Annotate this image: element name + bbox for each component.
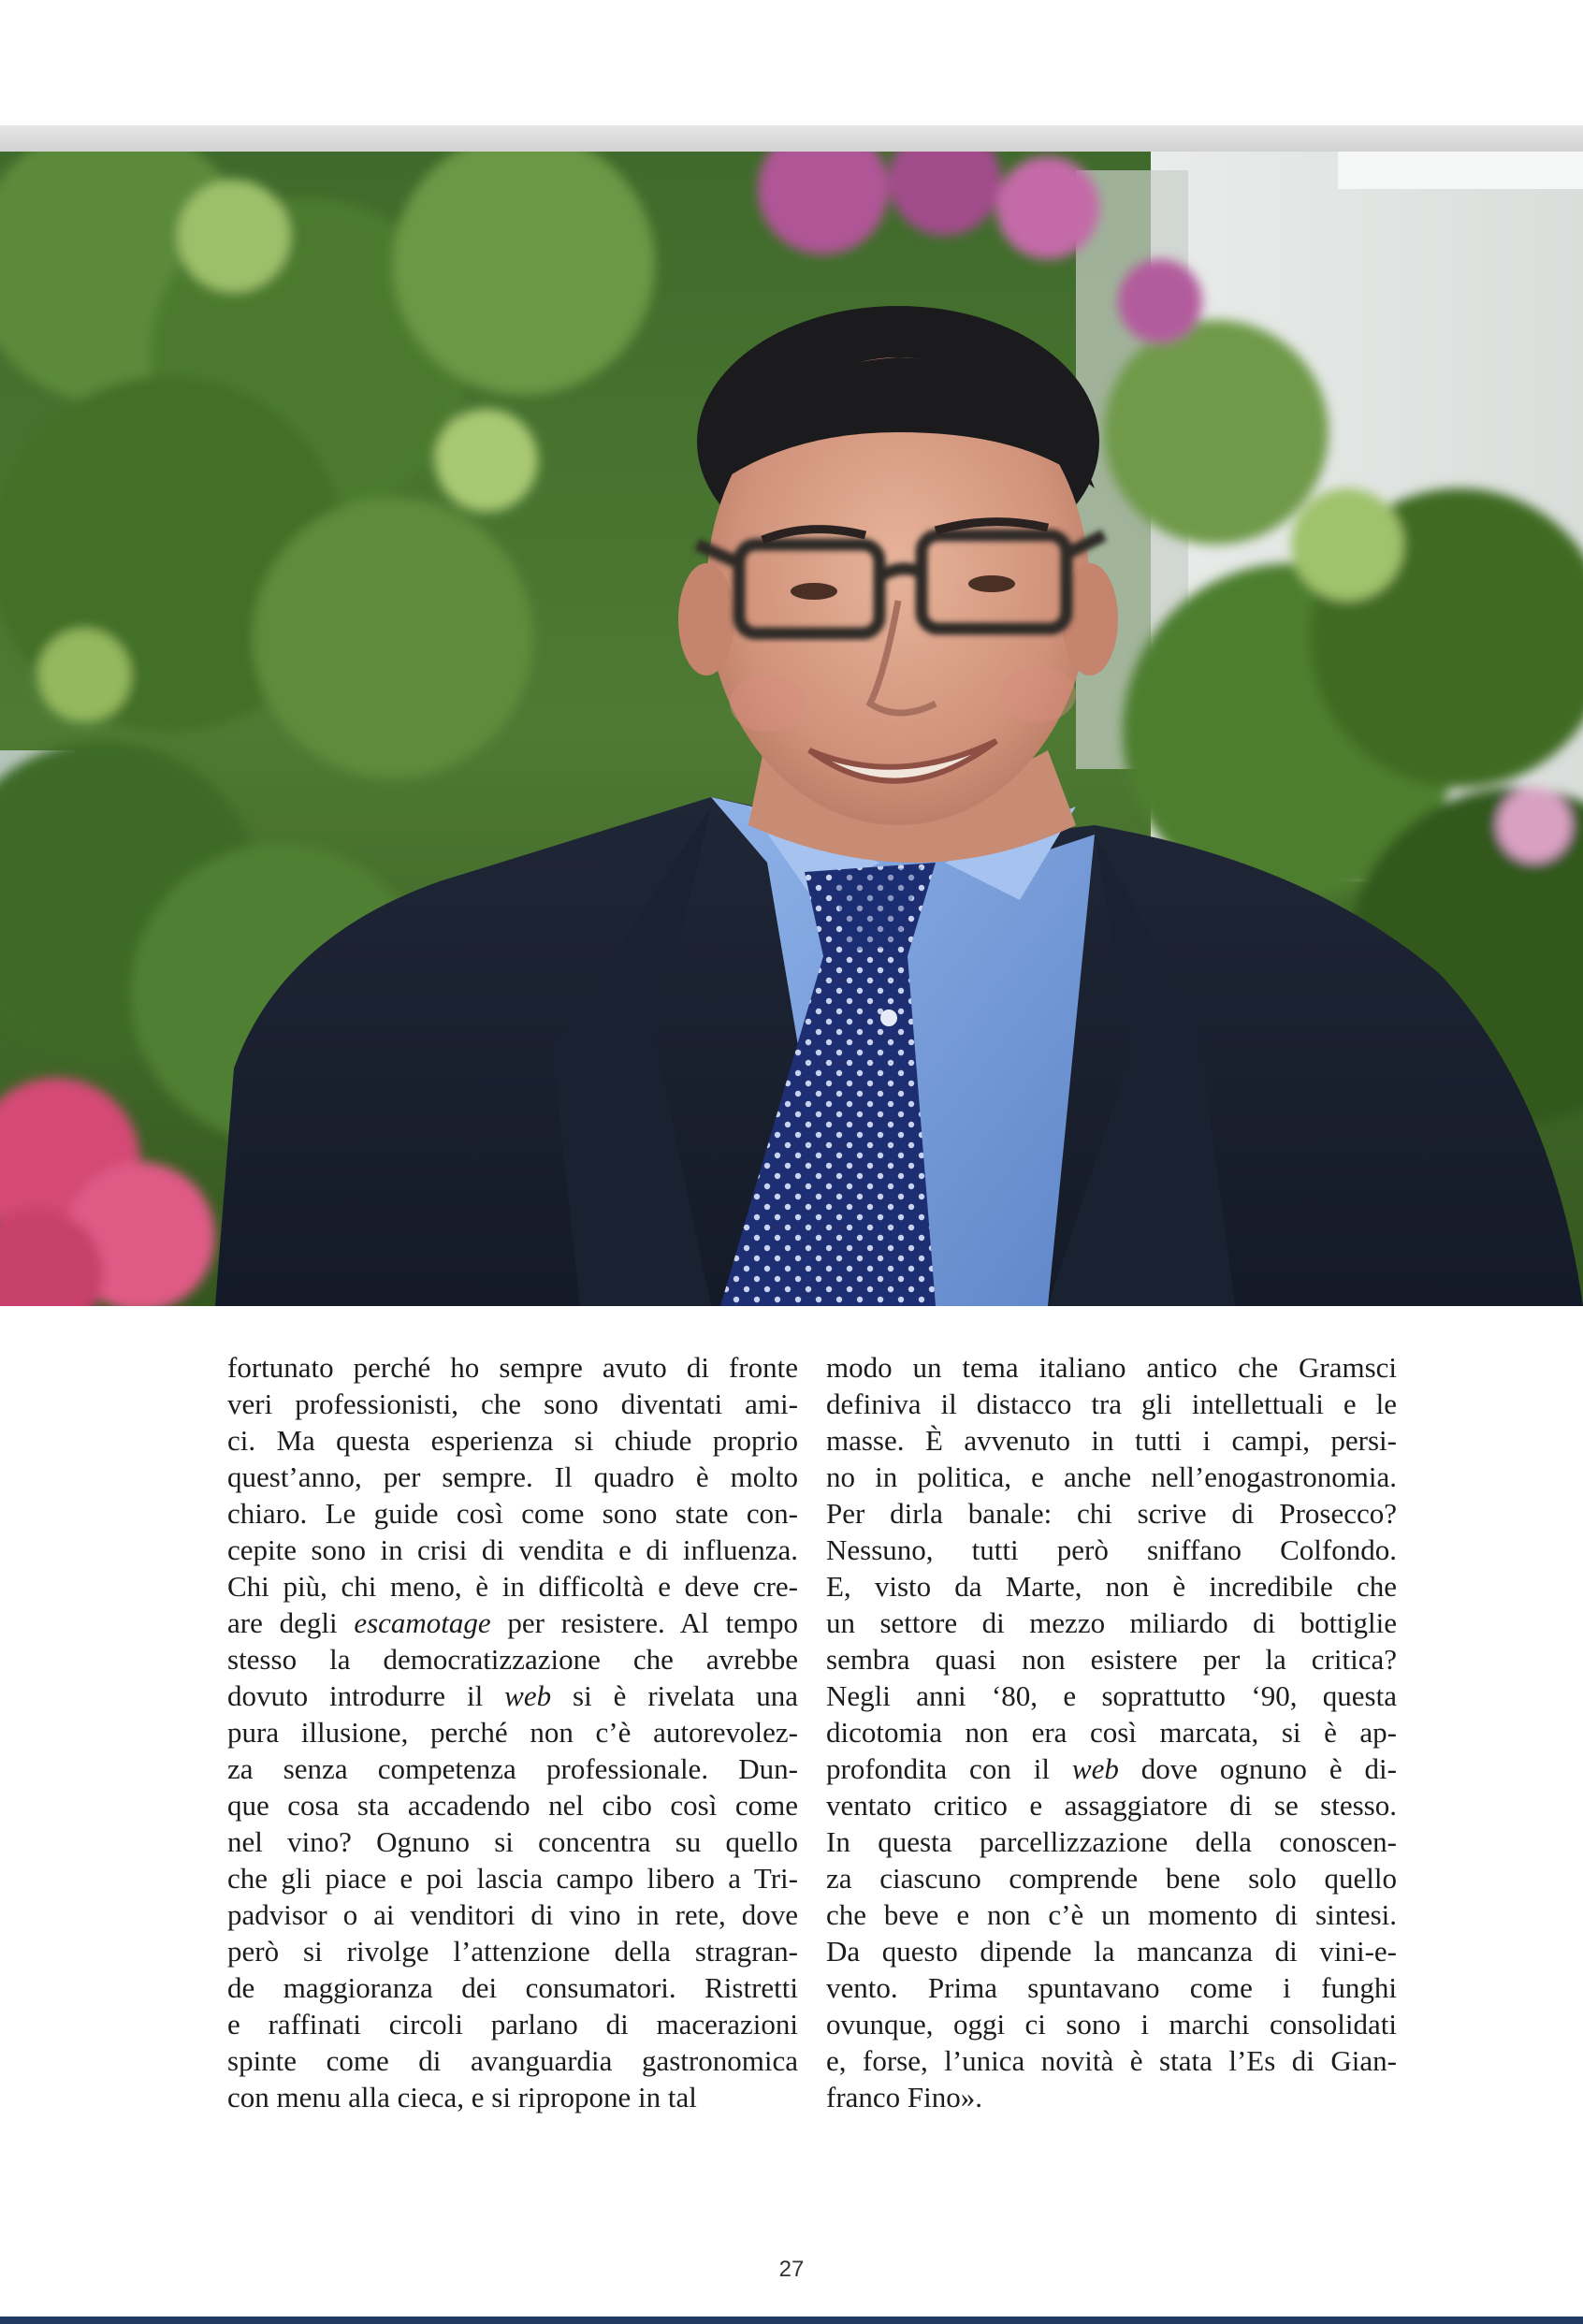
page-number: 27: [778, 2257, 805, 2282]
text-line: za senza competenza professionale. Dun-: [227, 1752, 798, 1785]
text-line: spinte come di avanguardia gastronomica: [227, 2044, 798, 2077]
text-line: padvisor o ai venditori di vino in rete, dove: [227, 1898, 798, 1931]
text-line: un settore di mezzo miliardo di bottiglie: [826, 1606, 1397, 1639]
text-run: per resistere. Al tempo: [490, 1606, 798, 1639]
italic-term: web: [1071, 1752, 1119, 1785]
top-margin: [0, 0, 1583, 125]
text-line: che beve e non c’è un momento di sintesi.: [826, 1898, 1397, 1931]
text-line: E, visto da Marte, non è incredibile che: [826, 1570, 1397, 1603]
text-line: quest’anno, per sempre. Il quadro è molto: [227, 1460, 798, 1493]
text-line: stesso la democratizzazione che avrebbe: [227, 1643, 798, 1676]
text-line: che gli piace e poi lascia campo libero a Tri-: [227, 1862, 798, 1895]
text-line: cepite sono in crisi di vendita e di influenza.: [227, 1533, 798, 1566]
text-line: sembra quasi non esistere per la critica?: [826, 1643, 1397, 1676]
text-line: In questa parcellizzazione della conoscen-: [826, 1825, 1397, 1858]
text-run: dovuto introdurre il: [227, 1679, 505, 1712]
text-run: si è rivelata una: [551, 1679, 798, 1712]
text-line: Per dirla banale: chi scrive di Prosecco?: [826, 1497, 1397, 1530]
text-line: modo un tema italiano antico che Gramsci: [826, 1351, 1397, 1384]
text-line: chiaro. Le guide così come sono state con-: [227, 1497, 798, 1530]
top-rule: [0, 125, 1583, 152]
text-line: con menu alla cieca, e si ripropone in tal: [227, 2081, 697, 2113]
text-line: franco Fino».: [826, 2081, 983, 2113]
text-line: [227, 1678, 798, 1714]
text-line: za ciascuno comprende bene solo quello: [826, 1862, 1397, 1895]
text-line: e raffinati circoli parlano di macerazioni: [227, 2008, 798, 2041]
portrait-photo: [0, 152, 1583, 1306]
bottom-rule: [0, 2317, 1583, 2324]
text-line: fortunato perché ho sempre avuto di fronte: [227, 1351, 798, 1384]
text-line: veri professionisti, che sono diventati ami-: [227, 1387, 798, 1420]
text-run: profondita con il: [826, 1752, 1072, 1785]
italic-term: web: [504, 1679, 552, 1712]
text-line: definiva il distacco tra gli intellettuali e le: [826, 1387, 1397, 1420]
text-column-right: [826, 1349, 1397, 2115]
text-line: ventato critico e assaggiatore di se stesso.: [826, 1789, 1397, 1822]
text-line: pura illusione, perché non c’è autorevolez-: [227, 1716, 798, 1749]
text-line: [227, 1605, 798, 1641]
text-line: Negli anni ‘80, e soprattutto ‘90, questa: [826, 1679, 1397, 1712]
text-line: nel vino? Ognuno si concentra su quello: [227, 1825, 798, 1858]
italic-term: escamotage: [354, 1606, 491, 1639]
text-line: ci. Ma questa esperienza si chiude proprio: [227, 1424, 798, 1457]
text-line: ovunque, oggi ci sono i marchi consolidati: [826, 2008, 1397, 2041]
text-line: no in politica, e anche nell’enogastronomia.: [826, 1460, 1397, 1493]
text-line: que cosa sta accadendo nel cibo così come: [227, 1789, 798, 1822]
text-run: are degli: [227, 1606, 355, 1639]
text-line: però si rivolge l’attenzione della stragran-: [227, 1935, 798, 1968]
text-line: dicotomia non era così marcata, si è ap-: [826, 1716, 1397, 1749]
text-line: [826, 1750, 1397, 1787]
text-line: masse. È avvenuto in tutti i campi, persi-: [826, 1424, 1397, 1457]
text-line: vento. Prima spuntavano come i funghi: [826, 1971, 1397, 2004]
text-column-left: [227, 1349, 798, 2115]
text-line: de maggioranza dei consumatori. Ristretti: [227, 1971, 798, 2004]
text-line: e, forse, l’unica novità è stata l’Es di Gian-: [826, 2044, 1397, 2077]
text-line: Chi più, chi meno, è in difficoltà e deve cre-: [227, 1570, 798, 1603]
text-line: Nessuno, tutti però sniffano Colfondo.: [826, 1533, 1397, 1566]
text-run: dove ognuno è di-: [1118, 1752, 1397, 1785]
text-line: Da questo dipende la mancanza di vini-e-: [826, 1935, 1397, 1968]
